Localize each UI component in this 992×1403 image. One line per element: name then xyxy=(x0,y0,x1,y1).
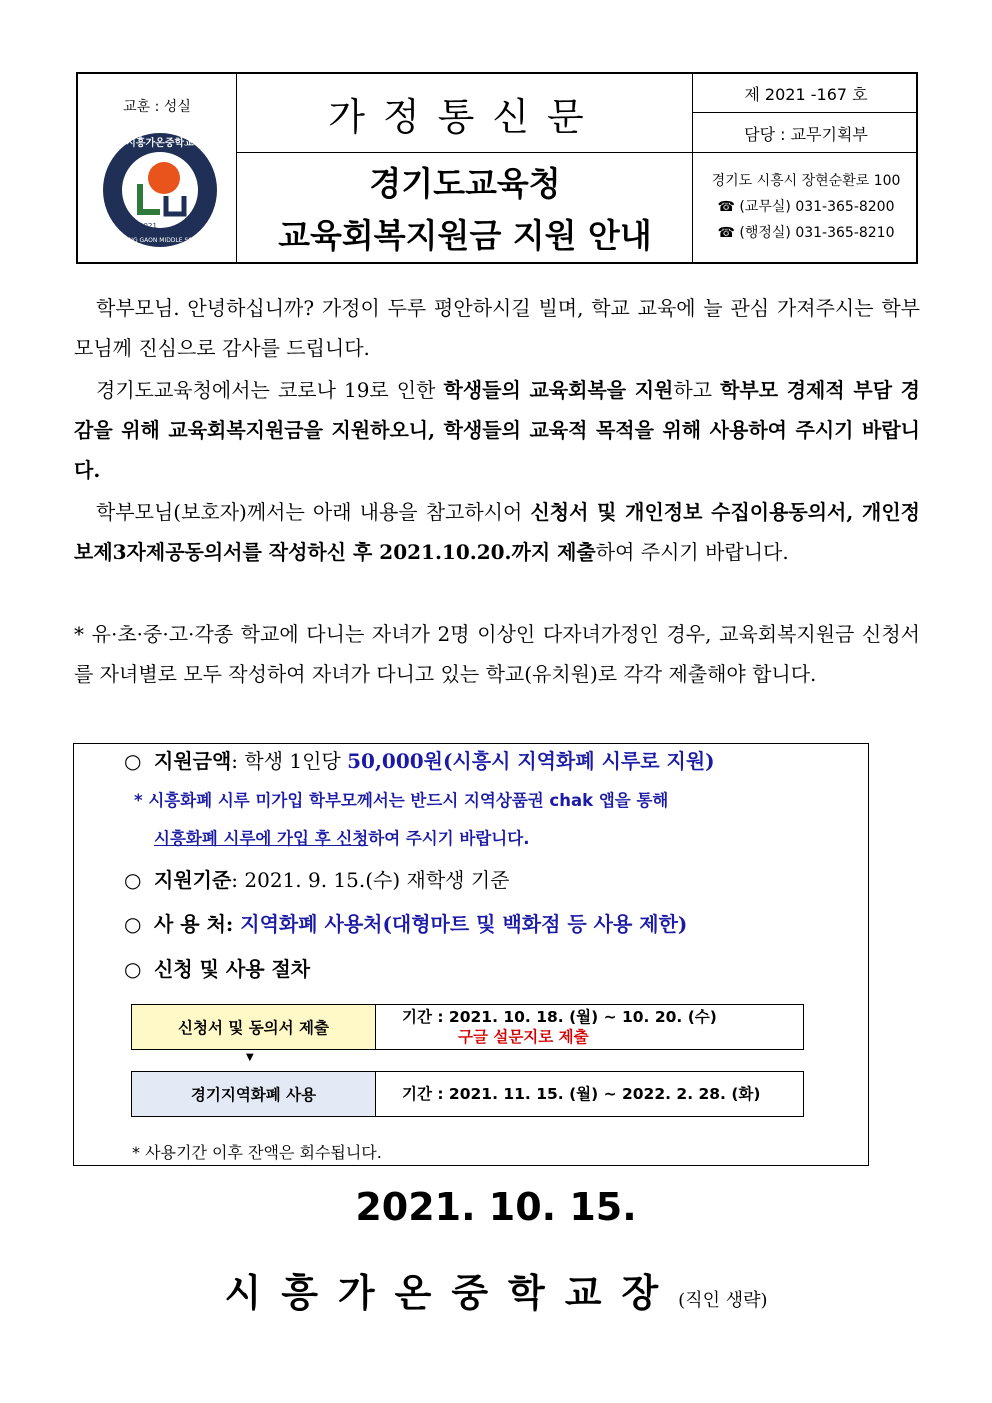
document-number: 제 2021 -167 호 xyxy=(744,85,868,104)
flow-step-use-period: 기간 : 2021. 11. 15. (월) ~ 2022. 2. 28. (화) xyxy=(376,1071,804,1117)
signer-name: 시흥가온중학교장 xyxy=(224,1271,679,1315)
sirue-signup-note: * 시흥화폐 시루 미가입 학부모께서는 반드시 지역상품권 chak 앱을 통해 시흥화폐 시루에 가입 후 신청하여 주시기 바랍니다. xyxy=(134,791,669,848)
header-table xyxy=(76,72,918,264)
department: 담당 : 교무기획부 xyxy=(744,125,868,144)
school-motto: 교훈 : 성실 xyxy=(123,99,191,115)
paragraph-program: 경기도교육청에서는 코로나 19로 인한 학생들의 교육회복을 지원하고 학부모 경제적 부담 경감을 위해 교육회복지원금을 지원하오니, 학생들의 교육적 목적을 위해 사용하여 주시기 바랍니다. xyxy=(74,378,921,482)
logo-text: 시흥가온중학교 xyxy=(126,138,194,149)
logo-ring-text: SIHEUNG GAON MIDDLE SCHOOL xyxy=(110,237,210,244)
phone-office: ☎ (교무실) 031-365-8200 xyxy=(717,199,895,215)
item-usage: ○ 사 용 처: 지역화폐 사용처(대형마트 및 백화점 등 사용 제한) xyxy=(124,912,688,936)
subtitle-line1: 경기도교육청 xyxy=(369,164,561,203)
logo-year: 2021 xyxy=(139,222,157,230)
subtitle-line2: 교육회복지원금 지원 안내 xyxy=(278,216,652,255)
school-logo xyxy=(102,132,218,248)
item-amount: ○ 지원금액: 학생 1인당 50,000원(시흥시 지역화폐 시루로 지원) xyxy=(124,749,715,773)
flow-arrow: ▼ xyxy=(246,1052,254,1063)
info-box xyxy=(73,743,869,1166)
item-criteria: ○ 지원기준: 2021. 9. 15.(수) 재학생 기준 xyxy=(124,868,510,892)
flow-step-use: 경기지역화폐 사용 xyxy=(131,1071,376,1117)
address: 경기도 시흥시 장현순환로 100 xyxy=(711,173,901,189)
paragraph-multichild-note: * 유·초·중·고·각종 학교에 다니는 자녀가 2명 이상인 다자녀가정인 경우, 교육회복지원금 신청서를 자녀별로 모두 작성하여 자녀가 다니고 있는 학교(유치원)로 각각 제출해야 합니다. xyxy=(74,622,920,686)
item-procedure: ○ 신청 및 사용 절차 xyxy=(124,957,311,981)
box-footnote: * 사용기간 이후 잔액은 회수됩니다. xyxy=(132,1143,382,1162)
flow-step-apply: 신청서 및 동의서 제출 xyxy=(131,1004,376,1050)
signature-line xyxy=(0,1262,992,1317)
seal-note: (직인 생략) xyxy=(678,1290,768,1311)
paragraph-request: 학부모님(보호자)께서는 아래 내용을 참고하시어 신청서 및 개인정보 수집이용동의서, 개인정보제3자제공동의서를 작성하신 후 2021.10.20.까지 제출하여 주시기 바랍니다. xyxy=(74,500,921,564)
paragraph-greeting: 학부모님. 안녕하십니까? 가정이 두루 평안하시길 빌며, 학교 교육에 늘 관심 가져주시는 학부모님께 진심으로 감사를 드립니다. xyxy=(74,296,920,360)
issue-date: 2021. 10. 15. xyxy=(355,1185,637,1229)
phone-admin: ☎ (행정실) 031-365-8210 xyxy=(717,225,895,241)
document-title: 가정통신문 xyxy=(328,95,602,139)
flow-step-apply-period: 기간 : 2021. 10. 18. (월) ~ 10. 20. (수) 구글 설문지로 제출 xyxy=(376,1004,804,1050)
